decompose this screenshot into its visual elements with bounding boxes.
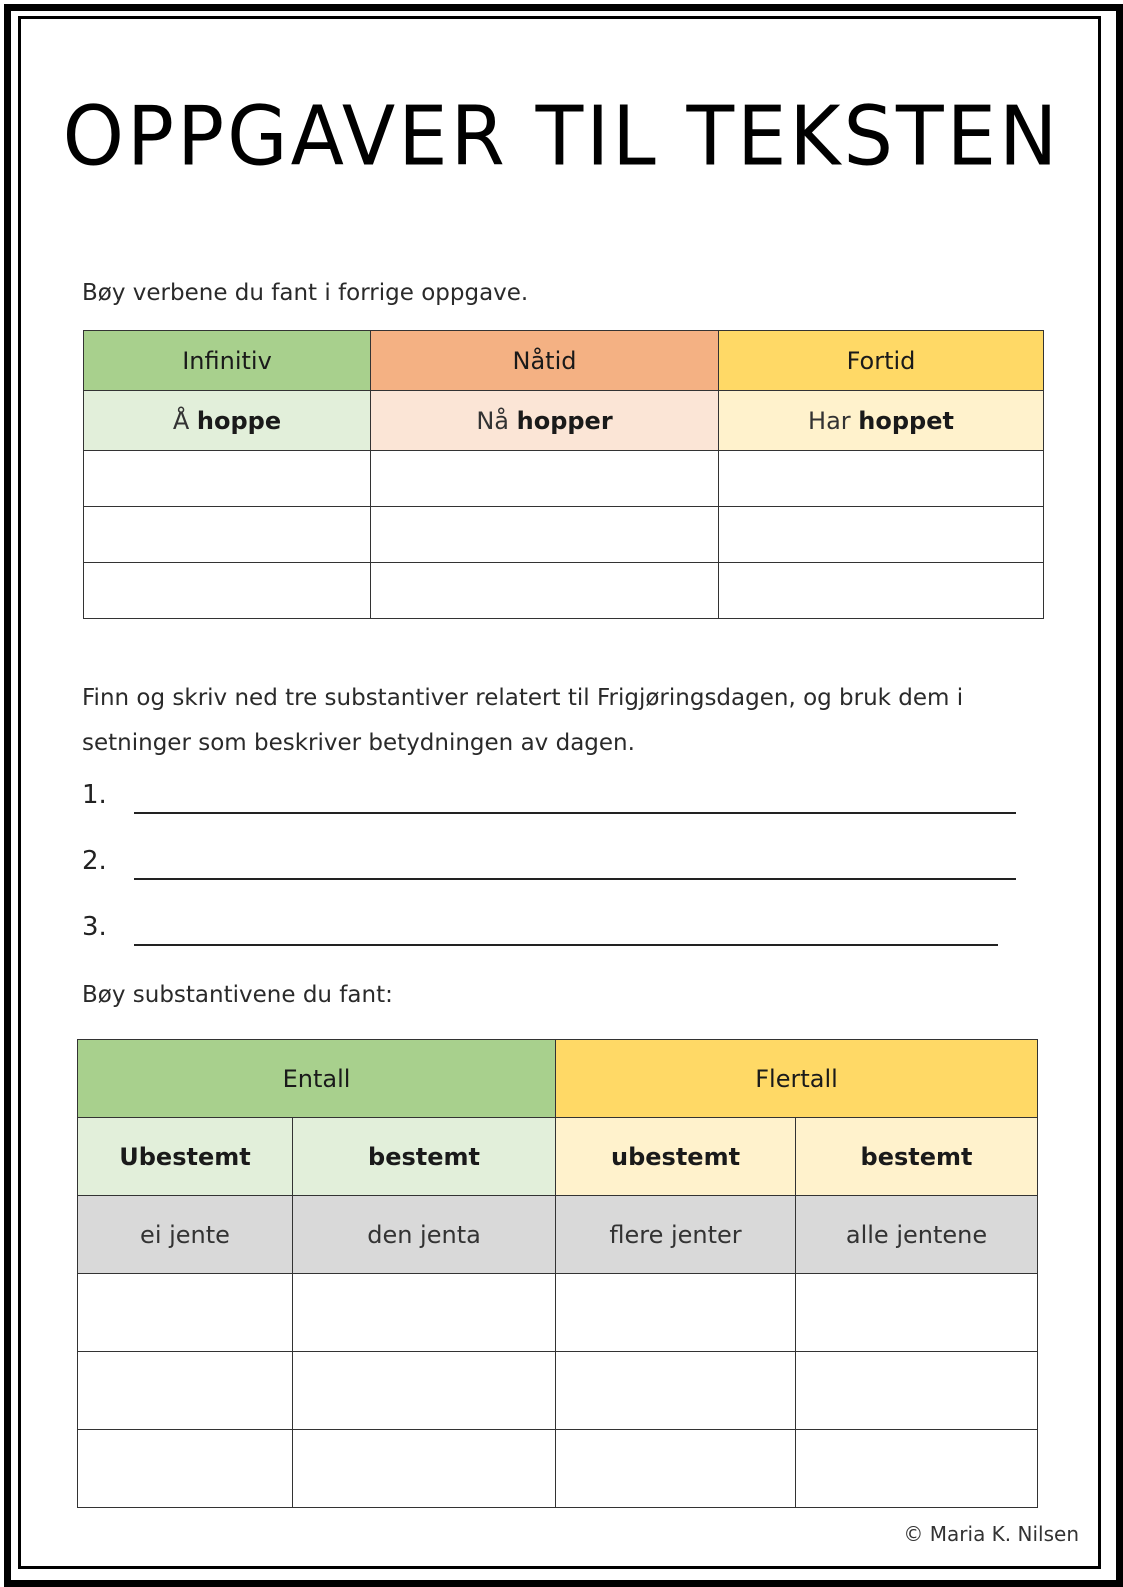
answer-cell[interactable] [556, 1352, 796, 1430]
noun-task-instruction: Finn og skriv ned tre substantiver relatert til Frigjøringsdagen, og bruk dem i setninger som beskriver betydningen av dagen. [82, 685, 964, 756]
header-flertall: Flertall [556, 1040, 1038, 1118]
subheader-ubestemt-entall: Ubestemt [78, 1118, 293, 1196]
answer-cell[interactable] [84, 563, 371, 619]
answer-cell[interactable] [78, 1352, 293, 1430]
answer-cell[interactable] [796, 1274, 1038, 1352]
header-fortid: Fortid [719, 331, 1044, 391]
answer-cell[interactable] [556, 1430, 796, 1508]
answer-line-1[interactable] [134, 812, 1016, 814]
answer-cell[interactable] [84, 451, 371, 507]
answer-cell[interactable] [719, 451, 1044, 507]
verb-task-instruction: Bøy verbene du fant i forrige oppgave. [82, 280, 529, 306]
copyright-text: © Maria K. Nilsen [903, 1522, 1079, 1546]
answer-cell[interactable] [371, 451, 719, 507]
answer-cell[interactable] [293, 1430, 556, 1508]
subheader-bestemt-entall: bestemt [293, 1118, 556, 1196]
answer-cell[interactable] [293, 1352, 556, 1430]
answer-cell[interactable] [293, 1274, 556, 1352]
example-fortid: Har hoppet [719, 391, 1044, 451]
header-natid: Nåtid [371, 331, 719, 391]
answer-cell[interactable] [556, 1274, 796, 1352]
answer-cell[interactable] [84, 507, 371, 563]
answer-line-2[interactable] [134, 878, 1016, 880]
answer-cell[interactable] [719, 507, 1044, 563]
table-row [84, 507, 1044, 563]
table-row [84, 563, 1044, 619]
header-entall: Entall [78, 1040, 556, 1118]
noun-inflection-instruction: Bøy substantivene du fant: [82, 982, 393, 1008]
example-ubestemt-flertall: flere jenter [556, 1196, 796, 1274]
example-bestemt-flertall: alle jentene [796, 1196, 1038, 1274]
table-row [78, 1352, 1038, 1430]
example-natid: Nå hopper [371, 391, 719, 451]
answer-cell[interactable] [78, 1274, 293, 1352]
table-row [84, 451, 1044, 507]
verb-conjugation-table [83, 330, 1044, 619]
answer-cell[interactable] [371, 563, 719, 619]
example-infinitiv: Å hoppe [84, 391, 371, 451]
table-row [78, 1430, 1038, 1508]
answer-cell[interactable] [371, 507, 719, 563]
answer-number-1: 1. [82, 780, 107, 810]
answer-line-3[interactable] [134, 944, 998, 946]
noun-inflection-table [77, 1039, 1038, 1508]
subheader-ubestemt-flertall: ubestemt [556, 1118, 796, 1196]
example-ubestemt-entall: ei jente [78, 1196, 293, 1274]
page-title: OPPGAVER TIL TEKSTEN [62, 89, 1061, 185]
table-row [78, 1274, 1038, 1352]
answer-number-2: 2. [82, 846, 107, 876]
example-bestemt-entall: den jenta [293, 1196, 556, 1274]
answer-cell[interactable] [78, 1430, 293, 1508]
header-infinitiv: Infinitiv [84, 331, 371, 391]
answer-number-3: 3. [82, 912, 107, 942]
answer-cell[interactable] [796, 1352, 1038, 1430]
answer-cell[interactable] [719, 563, 1044, 619]
subheader-bestemt-flertall: bestemt [796, 1118, 1038, 1196]
answer-cell[interactable] [796, 1430, 1038, 1508]
